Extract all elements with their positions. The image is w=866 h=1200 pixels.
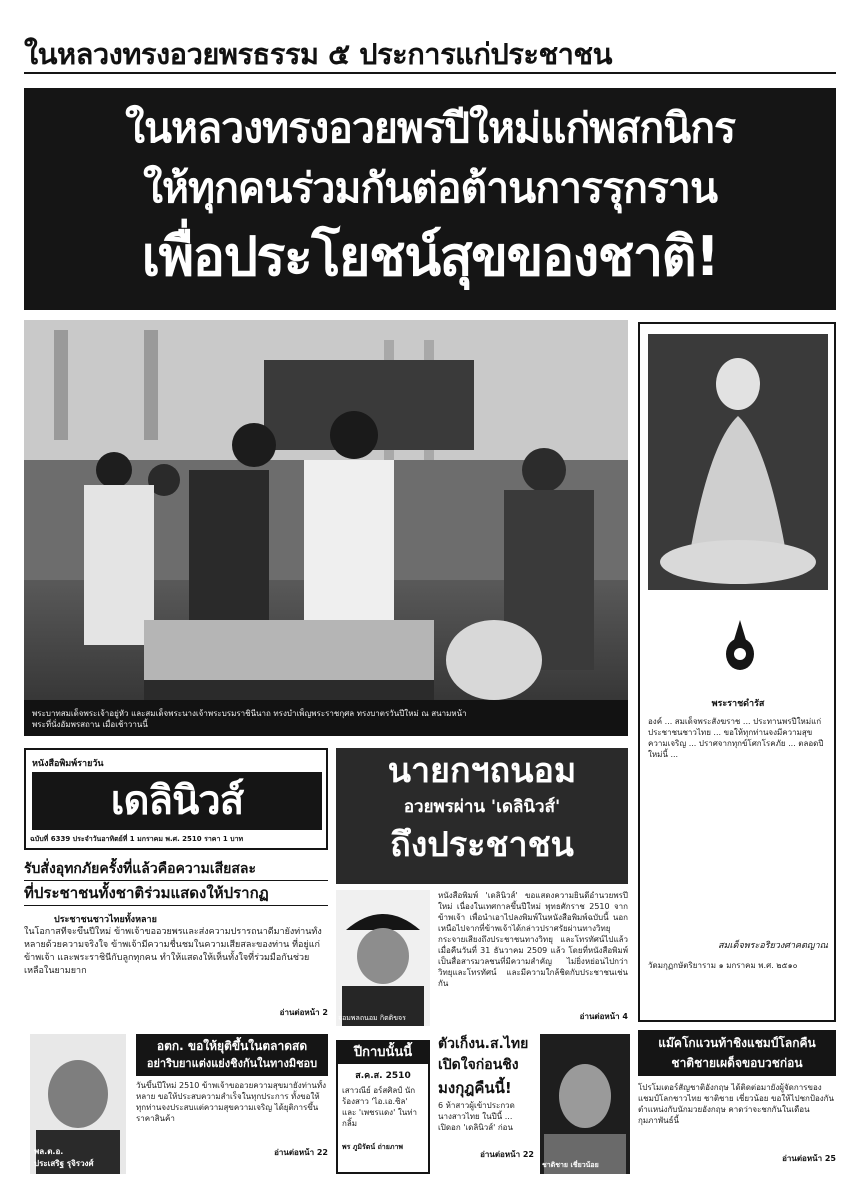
masthead-title: เดลินิวส์ [32,772,322,830]
thanom-line-3: ถึงประชาชน [390,825,574,865]
portrait-lap [660,540,816,584]
masthead [24,748,328,850]
story-2-continued: อ่านต่อหน้า 22 [274,1148,328,1157]
story-2-head-2: อย่าริบยาแต่งแย่งชิงกันในทางมิชอบ [146,1057,318,1070]
miss-thailand-head-2: เปิดใจก่อนชิง [438,1057,519,1073]
boxing-story [638,1030,836,1174]
offering-table [144,620,434,690]
miss-thailand-body: 6 ห้าสาวผู้เข้าประกวดนางสาวไทย ในปีนี้ ... เปิดอก 'เดลินิวส์' ก่อน [438,1101,515,1132]
royal-emblem-icon [718,618,762,678]
main-photo-scene [24,320,628,736]
right-column-signature: สมเด็จพระอริยวงศาคตญาณ [718,941,828,951]
masthead-dateline: ฉบับที่ 6339 ประจำวันอาทิตย์ที่ 1 มกราคม พ.ศ. 2510 ราคา 1 บาท [30,835,244,843]
left-story-head-2: ที่ประชาชนทั้งชาติร่วมแสดงให้ปรากฏ [24,881,328,906]
newyear-body: เสาวณีย์ อร์สศิลป์ นักร้องสาว 'ไอ.เอ.ซิล' และ 'เพชรแดง' ในท่ากลิ้ม [342,1086,417,1128]
person-head [232,423,276,467]
person-body [189,470,269,640]
left-story-head-1: รับสั่งอุทกภัยครั้งที่แล้วคือความเสียสละ [24,858,328,881]
bottom-left-caption-2: ประเสริฐ รุจิรวงศ์ [34,1159,94,1168]
thanom-photo [336,890,430,1026]
newyear-sub: ส.ค.ส. 2510 [355,1071,411,1081]
person-head [96,452,132,488]
main-photo-caption: พระบาทสมเด็จพระเจ้าอยู่หัว และสมเด็จพระนางเจ้าพระบรมราชินีนาถ ทรงบำเพ็ญพระราชกุศล ทรงบาตรวันปีใหม่ ณ สนามหน้าพระที่นั่งอัมพรสถาน เมื่อเช้าวานนี้ [32,709,467,729]
middle-story [438,890,628,1026]
thanom-face [357,928,409,984]
top-banner-text: ในหลวงทรงอวยพรธรรม ๕ ประการแก่ประชาชน [24,37,612,71]
thanom-headline-box [336,748,628,884]
middle-story-body: หนังสือพิมพ์ 'เดลินิวส์' ขอแสดงความยินดีอำนวยพรปีใหม่ เนื่องในเทศกาลขึ้นปีใหม่ พุทธศักราช 2510 จากข้าพเจ้า เพื่อนำเอาไปลงพิมพ์ในหนังสือพิมพ์ฉบับนี้ นอกเหนือไปจากที่ข้าพเจ้าได้กล่าวปราศรัยผ่านทางวิทยุกระจายเสียงถึงประชาชนทางวิทยุ และโทรทัศน์ไปแล้วเมื่อคืนวันที่ 31 ธันวาคม 2509 แล้ว โดยที่หนังสือพิมพ์เป็นสื่อสารมวลชนที่มีความสำคัญ ไม่ยิ่งหย่อนไปกว่าวิทยุและโทรทัศน์ และมีความใกล้ชิดกับประชาชนเช่นกัน [438,891,628,988]
newyear-signature: พร ภูมิรัตน์ ถ่ายภาพ [342,1143,403,1151]
story-2-head-box [136,1034,328,1076]
miss-thailand-head-1: ตัวเก็งน.ส.ไทย [438,1036,529,1052]
middle-story-continued: อ่านต่อหน้า 4 [579,1012,628,1021]
main-photo [24,320,628,736]
left-story-body: ในโอกาสที่จะขึ้นปีใหม่ ข้าพเจ้าขออวยพรและส่งความปรารถนาดีมายังท่านทั้งหลายด้วยความจริงใจ ข้าพเจ้ามีความชื่นชมในความเสียสละของท่าน ที่อยู่แก่ข้าพเจ้า และพระราชินีกับลูกทุกคน ทำให้แสดงให้เห็นทั้งใจที่ร่วมมือกันช่วยเหลือในยามยาก [24,927,322,976]
left-story [24,858,328,1026]
emblem-center [734,648,746,660]
thanom-photo-scene [336,890,430,1026]
palace-column [54,330,68,440]
bottom-left-caption-1: พล.ต.อ. [34,1147,64,1156]
bottom-left-photo [30,1034,126,1174]
thanom-photo-caption: จอมพลถนอม กิตติขจร [338,1014,406,1022]
boxer-photo-scene [540,1034,630,1174]
boxing-head-1: แม๊คโกแวนท้าชิงแชมป์โลกคืน [658,1036,816,1050]
story-2-body: วันขึ้นปีใหม่ 2510 ข้าพเจ้าขออวยความสุขมายังท่านทั้งหลาย ขอให้ประสบความสำเร็จในทุกประการ ทั้งขอให้ทุกท่านจงประสบแต่ความสุขความเจริญ ได้ยุติการขึ้นราคาสินค้า [136,1081,327,1123]
right-column-body: องค์ ... สมเด็จพระสังฆราช ... ประทานพรปีใหม่แก่ประชาชนชาวไทย ... ขอให้ทุกท่านจงมีความสุขความเจริญ ... ปราศจากทุกข์โศกโรคภัย ... ตลอดปีใหม่นี้ ... [648,717,824,759]
boxing-head-2: ชาติชายเผด็จขอบวชก่อน [671,1056,803,1070]
newyear-box [336,1040,430,1174]
palace-column [144,330,158,440]
boxer-face [559,1064,611,1128]
emblem-spire [734,620,746,640]
story-2-head-1: อตก. ขอให้ยุติขึ้นในตลาดสด [156,1039,308,1053]
headline-line-2: ให้ทุกคนร่วมกันต่อต้านการรุกราน [143,164,717,212]
top-banner [24,36,836,74]
boxer-caption: ชาติชาย เชี่ยวน้อย [542,1161,599,1169]
boxing-head-box [638,1030,836,1076]
bottom-story-2 [136,1034,328,1174]
masthead-small: หนังสือพิมพ์รายวัน [32,759,104,769]
person-head [330,411,378,459]
headline-line-1: ในหลวงทรงอวยพรปีใหม่แก่พสกนิกร [124,104,736,152]
miss-thailand-head-3: มงกุฎคืนนี้! [438,1079,512,1097]
person-body [84,485,154,645]
portrait-photo [648,334,828,590]
portrait-scene [648,334,828,590]
miss-thailand-story [438,1034,534,1174]
right-column-footer: วัดมกุฏกษัตริยาราม ๑ มกราคม พ.ศ. ๒๕๑๐ [648,961,798,970]
thanom-line-2: อวยพรผ่าน 'เดลินิวส์' [403,797,561,817]
headline-line-3: เพื่อประโยชน์สุขของชาติ! [141,225,719,288]
right-column [638,322,836,1022]
left-story-byline: ประชาชนชาวไทยทั้งหลาย [54,915,157,925]
boxing-continued: อ่านต่อหน้า 25 [782,1154,836,1163]
newyear-head: ปีกาบนั้นนี้ [338,1042,428,1064]
boxer-photo [540,1034,630,1174]
main-headline-block [24,88,836,310]
monk-bowl [446,620,542,700]
boxing-body: โปรโมเตอร์สัญชาติอังกฤษ ได้ติดต่อมายังผู้จัดการของแชมป์โลกชาวไทย ชาติชาย เชี่ยวน้อย ขอให้ไปชกป้องกันตำแหน่งกับนักมวยอังกฤษ คาดว่าจะชกกันในเดือนกุมภาพันธ์นี้ [638,1083,834,1125]
right-column-subtitle: พระราชดำรัส [711,699,765,709]
portrait-head [716,358,760,410]
person-head [522,448,566,492]
thanom-line-1: นายกฯถนอม [387,751,577,791]
bottom-left-face [48,1060,108,1128]
miss-thailand-continued: อ่านต่อหน้า 22 [480,1150,534,1159]
left-story-continued: อ่านต่อหน้า 2 [279,1008,328,1017]
